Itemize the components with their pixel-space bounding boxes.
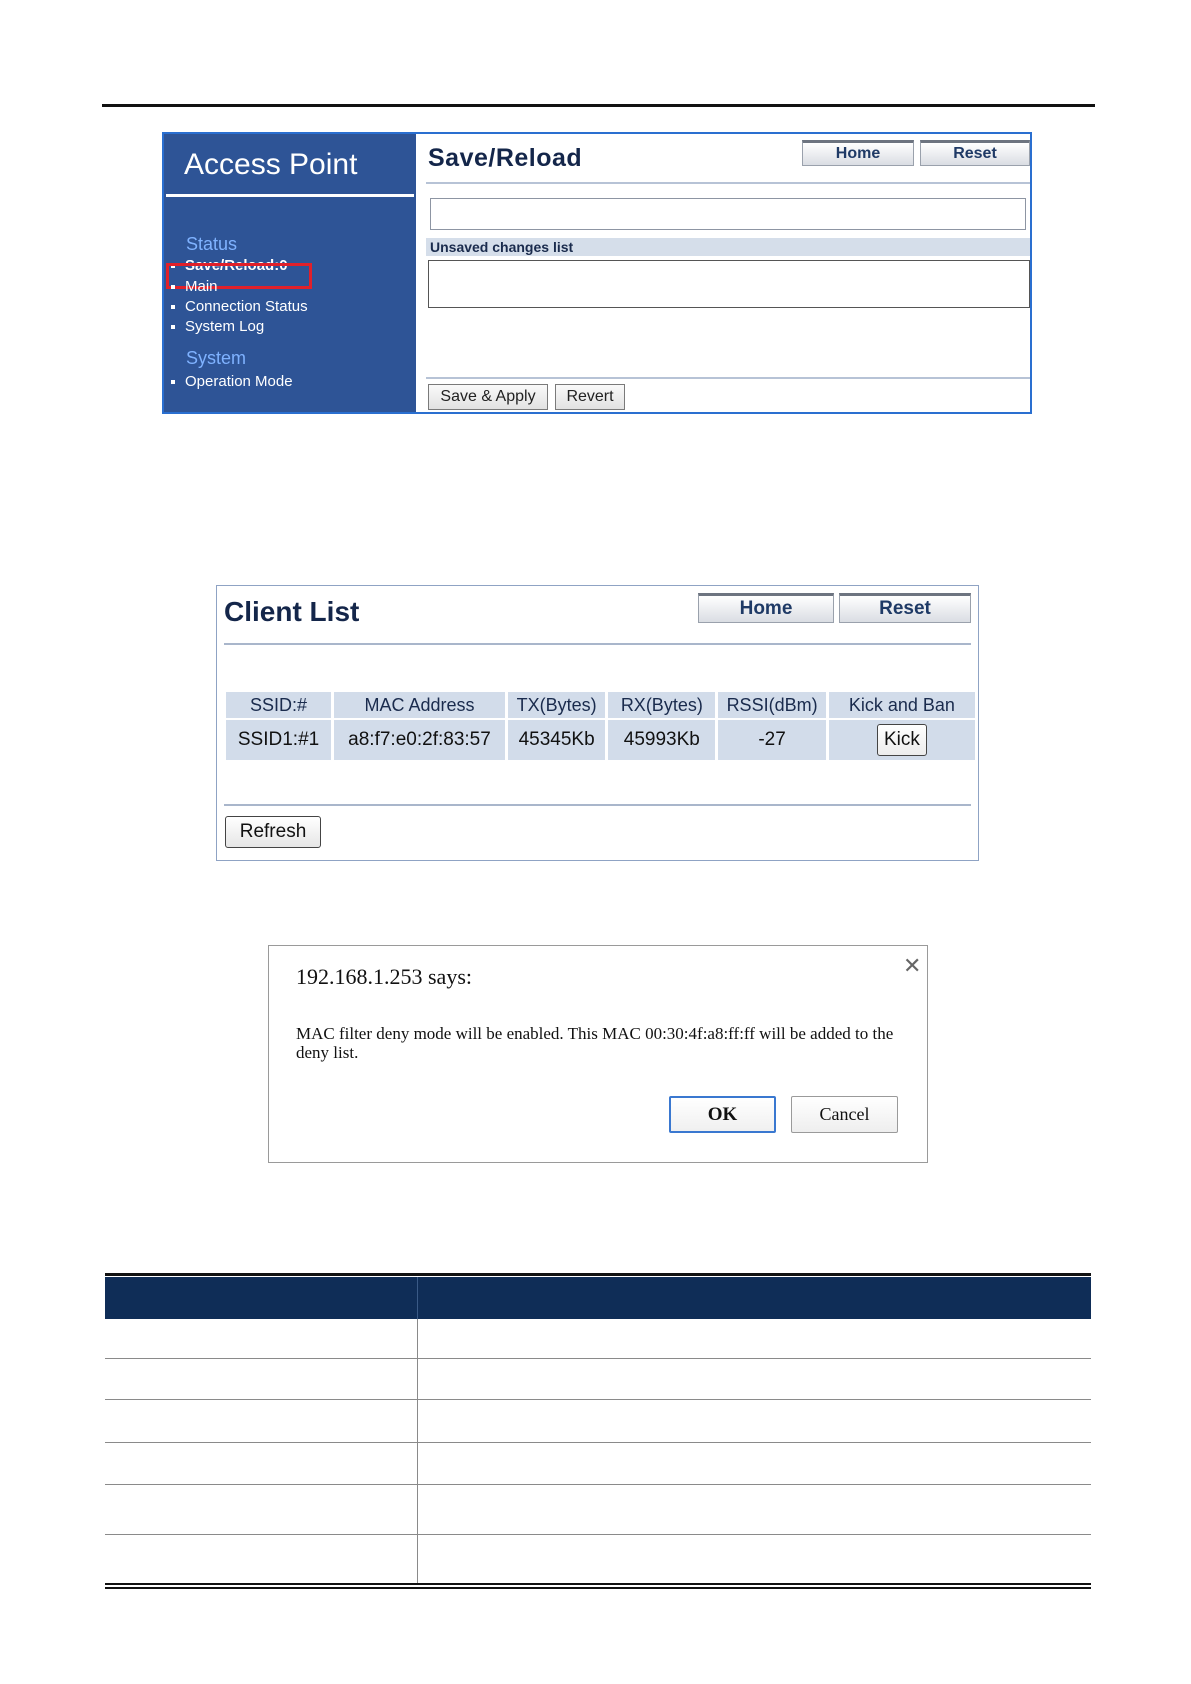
sidebar-item-main[interactable]: [171, 278, 218, 295]
status-field: [430, 198, 1026, 230]
bullet-icon: [171, 380, 175, 384]
dialog-message: MAC filter deny mode will be enabled. This MAC 00:30:4f:a8:ff:ff will be added to the deny list.: [296, 1024, 894, 1062]
column-header: MAC Address: [334, 692, 505, 718]
home-button[interactable]: Home: [698, 593, 834, 623]
bottom-divider: [426, 377, 1030, 379]
column-header: TX(Bytes): [508, 692, 605, 718]
bullet-icon: [171, 305, 175, 309]
page-top-rule: [102, 104, 1095, 107]
sidebar-item-operation-mode[interactable]: [171, 373, 293, 390]
reset-button[interactable]: Reset: [839, 593, 971, 623]
brand-title: Access Point: [184, 148, 358, 181]
table-bottom-rule: [105, 1583, 1091, 1585]
revert-button[interactable]: Revert: [555, 384, 625, 410]
table-top-rule: [105, 1273, 1091, 1276]
cell-ssid: SSID1:#1: [226, 720, 331, 760]
sidebar-item-label: Main: [185, 278, 218, 295]
bullet-icon: [171, 325, 175, 329]
sidebar-item-system-log[interactable]: [171, 318, 264, 335]
sidebar-item-connection-status[interactable]: [171, 298, 308, 315]
sidebar-section-status[interactable]: Status: [186, 234, 238, 254]
table-row-divider: [105, 1534, 1091, 1535]
home-button[interactable]: Home: [802, 140, 914, 166]
refresh-button[interactable]: Refresh: [225, 816, 321, 848]
title-divider: [426, 182, 1030, 184]
cell-action: [829, 720, 975, 760]
bottom-divider: [224, 804, 971, 806]
table-row-divider: [105, 1399, 1091, 1400]
cell-tx: 45345Kb: [508, 720, 605, 760]
reset-button[interactable]: Reset: [920, 140, 1030, 166]
cell-mac: a8:f7:e0:2f:83:57: [334, 720, 505, 760]
column-header: RX(Bytes): [608, 692, 715, 718]
table-row-divider: [105, 1442, 1091, 1443]
table-row: [226, 720, 975, 760]
save-apply-button[interactable]: Save & Apply: [428, 384, 548, 410]
column-header: Kick and Ban: [829, 692, 975, 718]
changes-list-box: [428, 260, 1030, 308]
kick-button[interactable]: Kick: [877, 724, 927, 756]
table-row-divider: [105, 1358, 1091, 1359]
sidebar-item-label: System Log: [185, 318, 265, 335]
confirm-dialog: [268, 945, 928, 1163]
client-table: [223, 690, 978, 762]
table-bottom-rule: [105, 1587, 1091, 1589]
sidebar-section-system[interactable]: System: [186, 348, 247, 368]
table-header-divider: [417, 1277, 418, 1319]
cell-rssi: -27: [718, 720, 826, 760]
table-header-row: [226, 692, 975, 718]
brand-divider: [166, 194, 414, 197]
column-header: SSID:#: [226, 692, 331, 718]
column-header: RSSI(dBm): [718, 692, 826, 718]
sidebar-item-label: Connection Status: [185, 298, 308, 315]
table-row-divider: [105, 1484, 1091, 1485]
cell-rx: 45993Kb: [608, 720, 715, 760]
ok-button[interactable]: OK: [669, 1096, 776, 1133]
page-title: Client List: [224, 596, 360, 627]
client-list-panel: [216, 585, 979, 861]
changes-list-label: Unsaved changes list: [430, 239, 574, 255]
sidebar-item-label: Operation Mode: [185, 373, 293, 390]
dialog-origin: 192.168.1.253 says:: [296, 964, 472, 989]
page-title: Save/Reload: [428, 144, 583, 172]
table-header: [105, 1277, 1091, 1319]
bullet-icon: [171, 285, 175, 289]
table-column-divider: [417, 1319, 418, 1583]
title-divider: [224, 643, 971, 645]
cancel-button[interactable]: Cancel: [791, 1096, 898, 1133]
sidebar: [164, 134, 416, 412]
close-icon[interactable]: ✕: [903, 954, 922, 979]
access-point-panel: [162, 132, 1032, 414]
sidebar-item-label: Save/Reload:0: [185, 257, 288, 274]
